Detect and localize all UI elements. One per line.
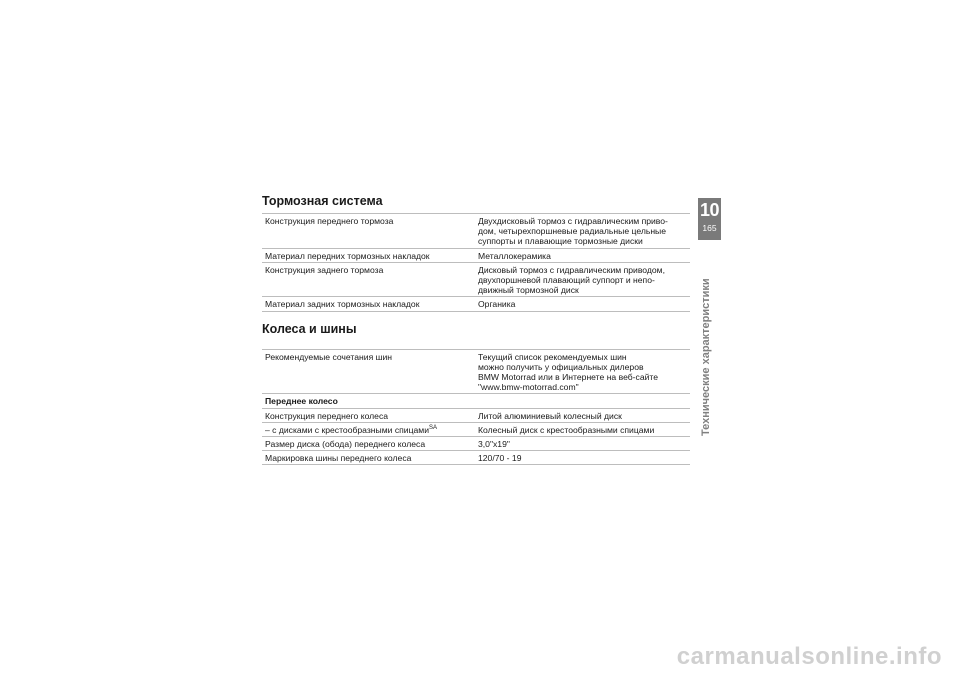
spec-value: 120/70 - 19: [468, 451, 690, 465]
table-row: [262, 408, 690, 422]
spec-value-text: Дисковый тормоз с гидравлическим приводом, двухпоршневой плавающий суппорт и непо- движный тормозной диск: [478, 264, 665, 296]
spec-value: 3,0"x19": [468, 437, 690, 451]
spec-value: [468, 349, 690, 394]
table-row: [262, 262, 690, 297]
spec-label: Конструкция переднего колеса: [262, 408, 468, 422]
spec-value-text: Двухдисковый тормоз с гидравлическим приво- дом, четырехпоршневые радиальные цельные суппорты и плавающие тормозные диски: [478, 216, 668, 247]
spec-value: [468, 262, 690, 297]
chapter-title-vertical: Технические характеристики: [700, 278, 712, 436]
spec-label: Материал передних тормозных накладок: [262, 248, 468, 262]
table-row: [262, 297, 690, 311]
spec-value: Колесный диск с крестообразными спицами: [468, 422, 690, 436]
spec-label: Конструкция заднего тормоза: [262, 262, 468, 297]
wheels-spec-table: [262, 349, 690, 466]
spec-value-text: Текущий список рекомендуемых шин можно получить у официальных дилеров BMW Motorrad или в Интернете на веб-сайте "www.bmw-motorrad.com": [478, 351, 659, 393]
table-row: [262, 248, 690, 262]
spec-label-text: – с дисками с крестообразными спицами: [265, 424, 429, 435]
spec-label: Конструкция переднего тормоза: [262, 214, 468, 249]
manual-page-content: [262, 194, 690, 465]
section-title-wheels: Колеса и шины: [262, 321, 357, 336]
table-row: [262, 422, 690, 436]
watermark: carmanualsonline.info: [676, 643, 942, 670]
spec-value: Органика: [468, 297, 690, 311]
subsection-heading-front-wheel: Переднее колесо: [262, 394, 690, 408]
table-row: [262, 437, 690, 451]
table-row: [262, 214, 690, 249]
section-title-brakes: Тормозная система: [262, 194, 383, 208]
spec-label: Рекомендуемые сочетания шин: [262, 349, 468, 394]
spec-label: Маркировка шины переднего колеса: [262, 451, 468, 465]
brakes-spec-table: [262, 213, 690, 312]
page-number: 165: [702, 223, 717, 233]
spec-value: [468, 214, 690, 249]
spec-label: Размер диска (обода) переднего колеса: [262, 437, 468, 451]
table-row: [262, 451, 690, 465]
spec-label: [262, 422, 468, 436]
chapter-number: 10: [699, 200, 720, 220]
spec-label: Материал задних тормозных накладок: [262, 297, 468, 311]
option-superscript: SA: [429, 424, 438, 431]
chapter-tab: [698, 198, 721, 240]
spec-value: Литой алюминиевый колесный диск: [468, 408, 690, 422]
table-row: [262, 349, 690, 394]
table-row: [262, 394, 690, 408]
spec-value: Металлокерамика: [468, 248, 690, 262]
